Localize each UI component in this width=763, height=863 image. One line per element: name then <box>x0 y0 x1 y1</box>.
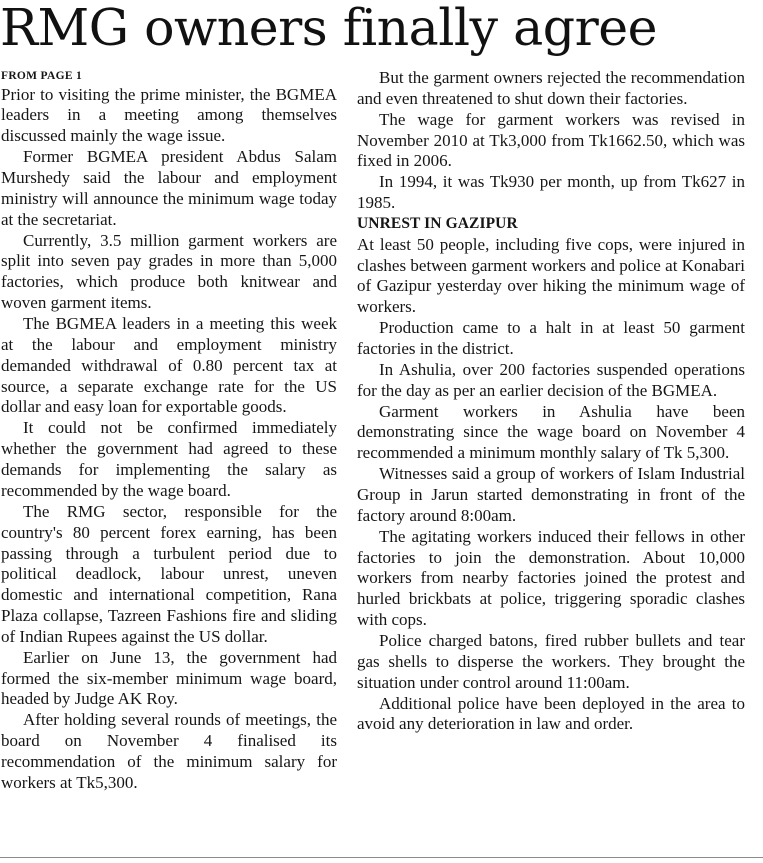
paragraph: After holding several rounds of meetings, the board on November 4 finalised its recommendation of the minimum salary for workers at Tk5,300. <box>1 710 337 792</box>
bottom-rule <box>0 857 763 858</box>
paragraph: Police charged batons, fired rubber bullets and tear gas shells to disperse the workers. They brought the situation under control around 11:00am. <box>357 631 745 692</box>
paragraph: Prior to visiting the prime minister, the BGMEA leaders in a meeting among themselves discussed mainly the wage issue. <box>1 84 337 146</box>
paragraph: At least 50 people, including five cops, were injured in clashes between garment workers and police at Konabari of Gazipur yesterday over hiking the minimum wage of workers. <box>357 234 745 317</box>
paragraph: Additional police have been deployed in the area to avoid any deterioration in law and order. <box>357 693 745 734</box>
kicker: FROM PAGE 1 <box>1 70 83 82</box>
paragraph: The RMG sector, responsible for the country's 80 percent forex earning, has been passing through a turbulent period due to political deadlock, labour unrest, uneven domestic and international competition, Rana Plaza collapse, Tazreen Fashions fire and sliding of Indian Rupees against the US dollar. <box>1 501 337 646</box>
paragraph: But the garment owners rejected the recommendation and even threatened to shut down their factories. <box>357 68 745 108</box>
paragraph: In 1994, it was Tk930 per month, up from Tk627 in 1985. <box>357 172 745 213</box>
headline: RMG owners finally agree <box>0 0 657 57</box>
paragraph: Earlier on June 13, the government had formed the six-member minimum wage board, headed by Judge AK Roy. <box>1 647 337 709</box>
right-column <box>357 68 745 735</box>
paragraph: In Ashulia, over 200 factories suspended operations for the day as per an earlier decision of the BGMEA. <box>357 359 745 400</box>
paragraph: The agitating workers induced their fellows in other factories to join the demonstration. About 10,000 workers from nearby factories joined the protest and hurled brickbats at police, triggering sporadic clashes with cops. <box>357 526 745 630</box>
paragraph: The BGMEA leaders in a meeting this week at the labour and employment ministry demanded withdrawal of 0.80 percent tax at source, a separate exchange rate for the US dollar and easy loan for exportable goods. <box>1 314 337 417</box>
paragraph: Garment workers in Ashulia have been demonstrating since the wage board on November 4 recommended a minimum monthly salary of Tk 5,300. <box>357 401 745 463</box>
paragraph: Witnesses said a group of workers of Islam Industrial Group in Jarun started demonstrating in front of the factory around 8:00am. <box>357 464 745 525</box>
left-column <box>1 68 337 794</box>
paragraph: It could not be confirmed immediately whether the government had agreed to these demands for implementing the salary as recommended by the wage board. <box>1 418 337 500</box>
paragraph: The wage for garment workers was revised in November 2010 at Tk3,000 from Tk1662.50, which was fixed in 2006. <box>357 109 745 171</box>
paragraph: Production came to a halt in at least 50 garment factories in the district. <box>357 318 745 358</box>
section-subhead: UNREST IN GAZIPUR <box>357 215 518 233</box>
paragraph: Currently, 3.5 million garment workers are split into seven pay grades in more than 5,000 factories, which produce both knitwear and woven garment items. <box>1 230 337 313</box>
paragraph: Former BGMEA president Abdus Salam Murshedy said the labour and employment ministry will announce the minimum wage today at the secretariat. <box>1 147 337 229</box>
